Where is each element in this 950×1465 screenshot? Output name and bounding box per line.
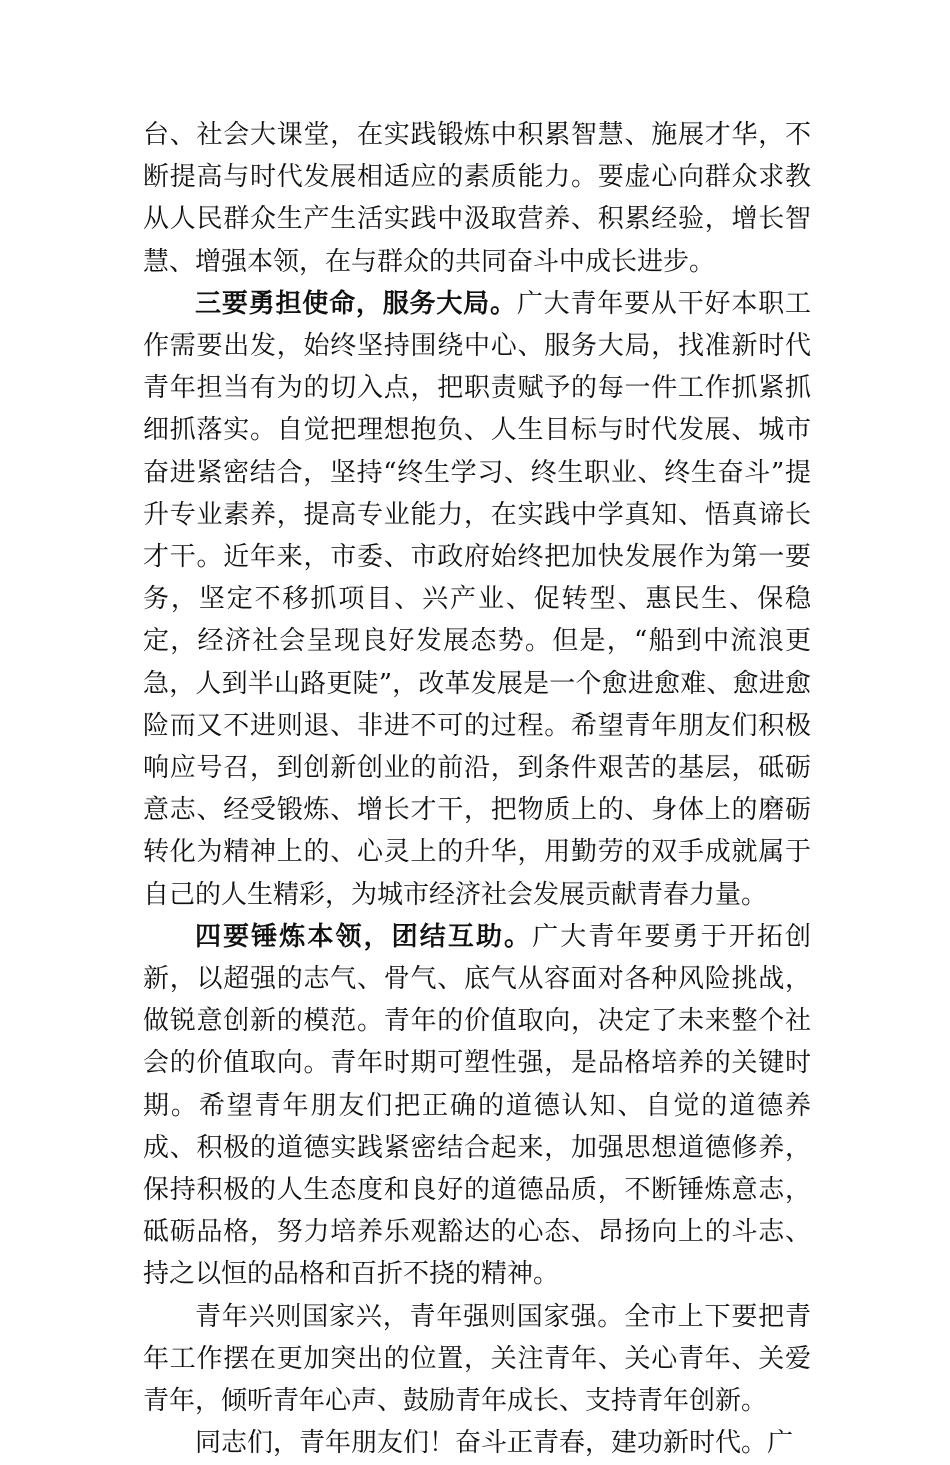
paragraph-lead: 三要勇担使命，服务大局。 [195, 288, 517, 319]
paragraph-text: 同志们，青年朋友们！奋斗正青春，建功新时代。广 [195, 1428, 794, 1459]
paragraph-2 [143, 283, 811, 916]
paragraph-lead: 四要锤炼本领，团结互助。 [195, 921, 533, 952]
document-body [143, 114, 811, 1465]
paragraph-4 [143, 1296, 811, 1423]
paragraph-text: 青年兴则国家兴，青年强则国家强。全市上下要把青年工作摆在更加突出的位置，关注青年、关心青年、关爱青年，倾听青年心声、鼓励青年成长、支持青年创新。 [143, 1301, 811, 1417]
paragraph-1 [143, 114, 811, 283]
paragraph-3 [143, 916, 811, 1296]
paragraph-text: 广大青年要勇于开拓创新，以超强的志气、骨气、底气从容面对各种风险挑战，做锐意创新的模范。青年的价值取向，决定了未来整个社会的价值取向。青年时期可塑性强，是品格培养的关键时期。希望青年朋友们把正确的道德认知、自觉的道德养成、积极的道德实践紧密结合起来，加强思想道德修养，保持积极的人生态度和良好的道德品质，不断锤炼意志，砥砺品格，努力培养乐观豁达的心态、昂扬向上的斗志、持之以恒的品格和百折不挠的精神。 [143, 921, 811, 1290]
paragraph-text: 台、社会大课堂，在实践锻炼中积累智慧、施展才华，不断提高与时代发展相适应的素质能力。要虚心向群众求教从人民群众生产生活实践中汲取营养、积累经验，增长智慧、增强本领，在与群众的共同奋斗中成长进步。 [143, 120, 811, 277]
paragraph-5 [143, 1422, 811, 1464]
paragraph-text: 广大青年要从干好本职工作需要出发，始终坚持围绕中心、服务大局，找准新时代青年担当有为的切入点，把职责赋予的每一件工作抓紧抓细抓落实。自觉把理想抱负、人生目标与时代发展、城市奋进紧密结合，坚持“终生学习、终生职业、终生奋斗”提升专业素养，提高专业能力，在实践中学真知、悟真谛长才干。近年来，市委、市政府始终把加快发展作为第一要务，坚定不移抓项目、兴产业、促转型、惠民生、保稳定，经济社会呈现良好发展态势。但是，“船到中流浪更急，人到半山路更陡”，改革发展是一个愈进愈难、愈进愈险而又不进则退、非进不可的过程。希望青年朋友们积极响应号召，到创新创业的前沿，到条件艰苦的基层，砥砺意志、经受锻炼、增长才干，把物质上的、身体上的磨砺转化为精神上的、心灵上的升华，用勤劳的双手成就属于自己的人生精彩，为城市经济社会发展贡献青春力量。 [143, 288, 811, 910]
